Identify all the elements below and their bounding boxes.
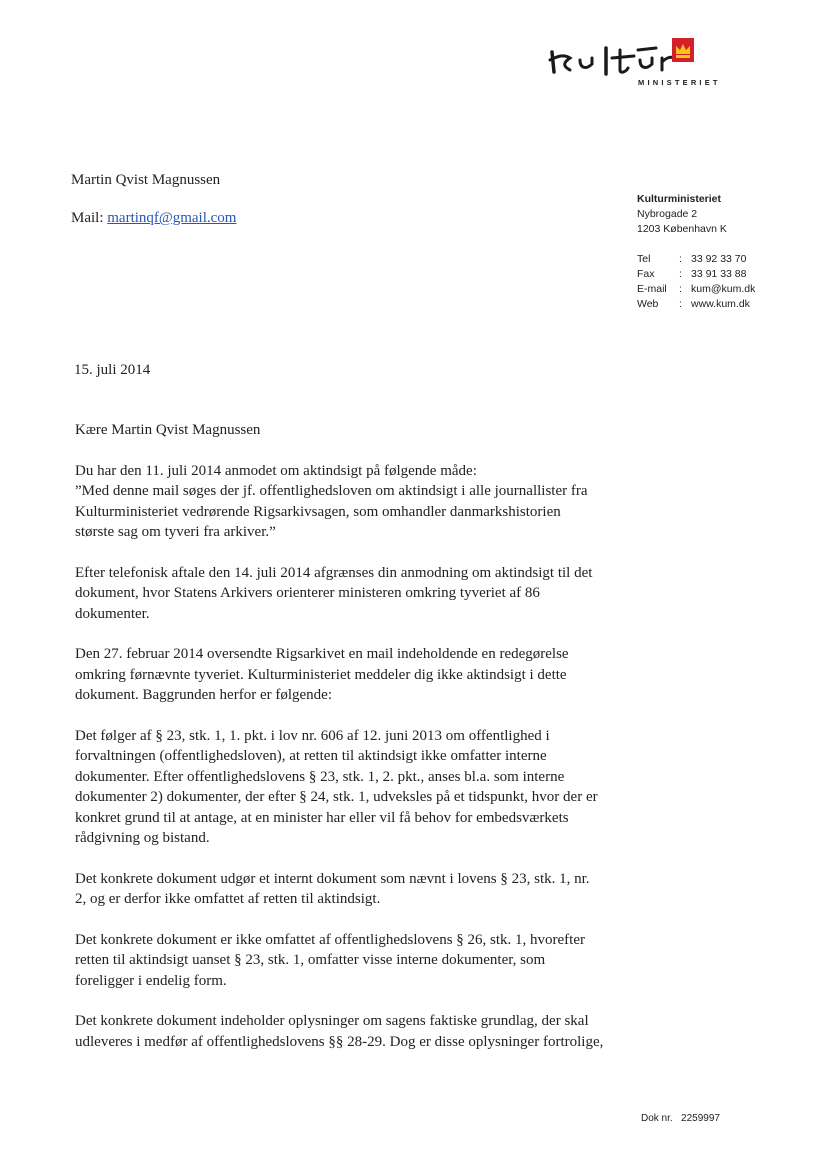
- body-paragraph: [75, 644, 675, 706]
- contact-separator: :: [679, 253, 682, 265]
- recipient-mail: [71, 210, 236, 227]
- docnr-value: 2259997: [681, 1113, 720, 1124]
- paragraph-line: dokumenter.: [75, 605, 150, 622]
- paragraph-gap: [75, 991, 675, 1011]
- paragraph-line: Du har den 11. juli 2014 anmodet om aktindsigt på følgende måde:: [75, 462, 477, 479]
- contact-separator: :: [679, 268, 682, 280]
- paragraph-gap: [75, 910, 675, 930]
- contact-separator: :: [679, 298, 682, 310]
- letter-date: 15. juli 2014: [74, 362, 151, 378]
- paragraph-line: retten til aktindsigt uanset § 23, stk. 1, omfatter visse interne dokumenter, som: [75, 952, 546, 968]
- paragraph-gap: [75, 543, 675, 563]
- paragraph-line: 2, og er derfor ikke omfattet af retten til aktindsigt.: [75, 891, 381, 907]
- contact-value: 33 92 33 70: [691, 253, 747, 265]
- body-paragraph: [75, 726, 675, 849]
- letter-body: [75, 420, 675, 1052]
- paragraph-gap: [75, 706, 675, 726]
- contact-row: [637, 282, 755, 297]
- contact-label: E-mail: [637, 283, 667, 295]
- paragraph-line: dokumenter 2) dokumenter, der efter § 24, stk. 1, udveksles på et tidspunkt, hvor der er: [75, 789, 598, 805]
- paragraph-line: Den 27. februar 2014 oversendte Rigsarkivet en mail indeholdende en redegørelse: [75, 646, 569, 662]
- paragraph-gap: [75, 441, 675, 461]
- paragraph-line: Det konkrete dokument indeholder oplysninger om sagens faktiske grundlag, der skal: [75, 1013, 589, 1029]
- paragraph-line: foreligger i endelig form.: [75, 972, 227, 989]
- crown-icon: [672, 38, 694, 62]
- recipient-mail-link[interactable]: martinqf@gmail.com: [107, 210, 237, 226]
- paragraph-line: rådgivning og bistand.: [75, 830, 210, 846]
- body-paragraph: [75, 930, 675, 992]
- body-paragraph: [75, 1011, 675, 1052]
- recipient-name: Martin Qvist Magnussen: [71, 172, 221, 188]
- paragraph-line: Det konkrete dokument er ikke omfattet af offentlighedslovens § 26, stk. 1, hvorefter: [75, 931, 585, 948]
- sender-address: [637, 192, 727, 237]
- paragraph-line: dokument. Baggrunden herfor er følgende:: [75, 687, 332, 703]
- paragraph-line: Kulturministeriet vedrørende Rigsarkivsagen, som omhandler danmarkshistorien: [75, 503, 561, 520]
- recipient-mail-label: Mail:: [71, 210, 108, 226]
- kulturministeriet-logo: [548, 38, 738, 90]
- contact-value: 33 91 33 88: [691, 268, 747, 280]
- contact-label: Web: [637, 298, 659, 310]
- contact-label: Tel: [637, 253, 651, 265]
- contact-value: www.kum.dk: [691, 298, 750, 310]
- paragraph-line: ”Med denne mail søges der jf. offentlighedsloven om aktindsigt i alle journallister fra: [75, 483, 588, 499]
- contact-row: [637, 267, 755, 282]
- contact-label: Fax: [637, 268, 655, 280]
- paragraph-gap: [75, 849, 675, 869]
- sender-org: Kulturministeriet: [637, 193, 722, 205]
- paragraph-line: forvaltningen (offentlighedsloven), at retten til aktindsigt ikke omfatter interne: [75, 748, 547, 764]
- paragraph-line: udleveres i medfør af offentlighedslovens §§ 28-29. Dog er disse oplysninger fortrolige,: [75, 1033, 604, 1050]
- paragraph-line: dokumenter. Efter offentlighedslovens § 23, stk. 1, 2. pkt., anses bl.a. som interne: [75, 768, 565, 785]
- paragraph-line: største sag om tyveri fra arkiver.”: [75, 524, 276, 540]
- body-paragraph: [75, 869, 675, 910]
- sender-city: 1203 København K: [637, 223, 727, 235]
- body-paragraph: [75, 563, 675, 625]
- contact-value: kum@kum.dk: [691, 283, 756, 295]
- paragraph-line: omkring førnævnte tyveriet. Kulturministeriet meddeler dig ikke aktindsigt i dette: [75, 666, 567, 683]
- paragraph-line: Det konkrete dokument udgør et internt dokument som nævnt i lovens § 23, stk. 1, nr.: [75, 870, 590, 887]
- document-number: [641, 1113, 720, 1124]
- contact-separator: :: [679, 283, 682, 295]
- body-paragraph: [75, 461, 675, 543]
- sender-street: Nybrogade 2: [637, 208, 698, 220]
- docnr-label: Dok nr.: [641, 1113, 673, 1124]
- contact-row: [637, 252, 755, 267]
- paragraph-line: Det følger af § 23, stk. 1, 1. pkt. i lov nr. 606 af 12. juni 2013 om offentlighed i: [75, 727, 550, 744]
- paragraph-line: Efter telefonisk aftale den 14. juli 2014 afgrænses din anmodning om aktindsigt til det: [75, 564, 593, 581]
- logo-subtitle: MINISTERIET: [638, 78, 721, 87]
- paragraph-gap: [75, 624, 675, 644]
- salutation: Kære Martin Qvist Magnussen: [75, 422, 261, 438]
- paragraph-line: dokument, hvor Statens Arkivers orienterer ministeren omkring tyveriet af 86: [75, 585, 540, 601]
- sender-contacts: [637, 252, 755, 312]
- paragraph-line: konkret grund til at antage, at en minister har eller vil få behov for embedsværkets: [75, 809, 569, 826]
- contact-row: [637, 297, 755, 312]
